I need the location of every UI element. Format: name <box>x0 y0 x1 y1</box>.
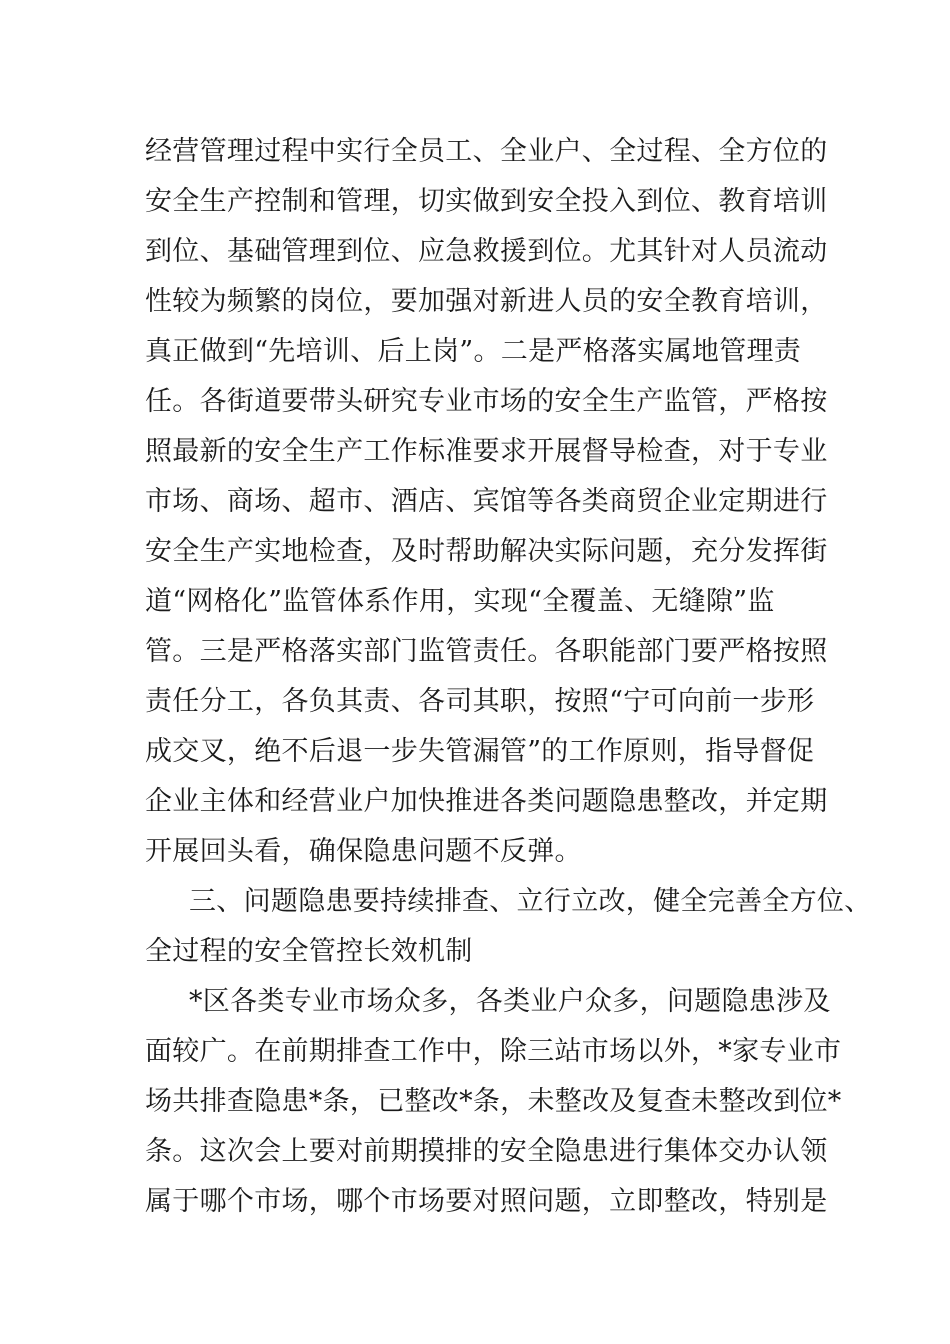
text-line: 责任分工，各负其责、各司其职，按照“宁可向前一步形 <box>145 686 815 717</box>
text-line: 企业主体和经营业户加快推进各类问题隐患整改，并定期 <box>145 786 828 817</box>
text-line: 安全生产控制和管理，切实做到安全投入到位、教育培训 <box>145 186 828 217</box>
text-line: 安全生产实地检查，及时帮助解决实际问题，充分发挥街 <box>145 536 828 567</box>
section-heading-line: 全过程的安全管控长效机制 <box>145 936 473 967</box>
text-line: 属于哪个市场，哪个市场要对照问题，立即整改，特别是 <box>145 1186 828 1217</box>
text-line: 开展回头看，确保隐患问题不反弹。 <box>145 836 582 867</box>
text-line: 成交叉，绝不后退一步失管漏管”的工作原则，指导督促 <box>145 736 815 767</box>
text-line: 真正做到“先培训、后上岗”。二是严格落实属地管理责 <box>145 336 802 367</box>
text-line: 场共排查隐患*条，已整改*条，未整改及复查未整改到位* <box>145 1086 842 1117</box>
text-line: 市场、商场、超市、酒店、宾馆等各类商贸企业定期进行 <box>145 486 828 517</box>
text-line: 照最新的安全生产工作标准要求开展督导检查，对于专业 <box>145 436 828 467</box>
text-line: *区各类专业市场众多，各类业户众多，问题隐患涉及 <box>189 986 831 1017</box>
document-body <box>145 127 872 1227</box>
text-line: 任。各街道要带头研究专业市场的安全生产监管，严格按 <box>145 386 828 417</box>
text-line: 到位、基础管理到位、应急救援到位。尤其针对人员流动 <box>145 236 828 267</box>
text-line: 条。这次会上要对前期摸排的安全隐患进行集体交办认领 <box>145 1136 828 1167</box>
text-line: 道“网格化”监管体系作用，实现“全覆盖、无缝隙”监 <box>145 586 775 617</box>
text-line: 面较广。在前期排查工作中，除三站市场以外，*家专业市 <box>145 1036 842 1067</box>
text-line: 管。三是严格落实部门监管责任。各职能部门要严格按照 <box>145 636 828 667</box>
text-line: 经营管理过程中实行全员工、全业户、全过程、全方位的 <box>145 136 828 167</box>
text-line: 性较为频繁的岗位，要加强对新进人员的安全教育培训， <box>145 286 828 317</box>
section-heading-line: 三、问题隐患要持续排查、立行立改，健全完善全方位、 <box>189 886 872 917</box>
